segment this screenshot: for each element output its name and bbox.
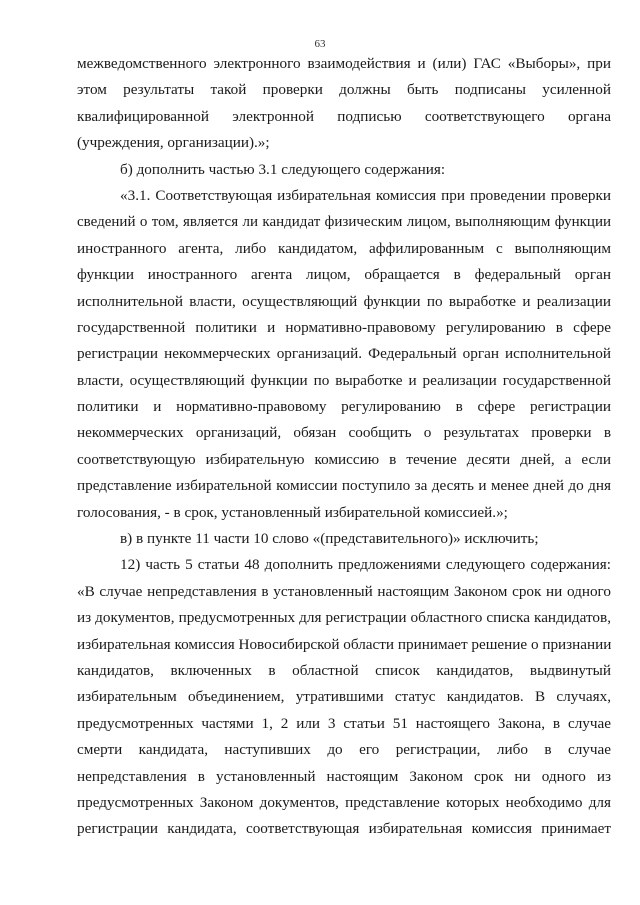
text-line: смерти кандидата, наступивших до его регистрации, либо в случае	[77, 741, 611, 759]
text-line: из документов, предусмотренных для регистрации областного списка кандидатов,	[77, 609, 611, 627]
text-line: б) дополнить частью 3.1 следующего содержания:	[120, 160, 446, 178]
text-line: предусмотренных Законом документов, представление которых необходимо для	[77, 793, 611, 811]
text-line: власти, осуществляющий функции по выработке и реализации государственной	[77, 371, 611, 389]
document-body	[77, 51, 611, 843]
text-line: кандидатов, включенных в областной список кандидатов, выдвинутый	[77, 661, 611, 679]
text-line: «3.1. Соответствующая избирательная комиссия при проведении проверки	[120, 186, 611, 204]
text-line: в) в пункте 11 части 10 слово «(представительного)» исключить;	[120, 530, 539, 548]
text-line: политики и нормативно-правовому регулированию в сфере регистрации	[77, 398, 611, 416]
text-line: квалифицированной электронной подписью соответствующего органа	[77, 107, 611, 125]
text-line: (учреждения, организации).»;	[77, 134, 270, 152]
text-line: соответствующую избирательную комиссию в течение десяти дней, а если	[77, 450, 611, 468]
text-line: иностранного агента, либо кандидатом, аффилированным с выполняющим	[77, 239, 611, 257]
text-line: голосования, - в срок, установленный избирательной комиссией.»;	[77, 503, 508, 521]
text-line: исполнительной власти, осуществляющий функции по выработке и реализации	[77, 292, 611, 310]
text-line: межведомственного электронного взаимодействия и (или) ГАС «Выборы», при	[77, 55, 611, 72]
text-line: избирательная комиссия Новосибирской области принимает решение о признании	[77, 635, 612, 653]
text-line: сведений о том, является ли кандидат физическим лицом, выполняющим функции	[77, 214, 611, 231]
text-line: предусмотренных частями 1, 2 или 3 статьи 51 настоящего Закона, в случае	[77, 714, 611, 732]
text-line: непредставления в установленный настоящим Законом срок ни одного из	[77, 767, 611, 785]
text-line: функции иностранного агента лицом, обращается в федеральный орган	[77, 266, 611, 284]
text-line: 12) часть 5 статьи 48 дополнить предложениями следующего содержания:	[120, 556, 611, 574]
text-line: государственной политики и нормативно-правовому регулированию в сфере	[77, 318, 611, 336]
text-line: избирательным объединением, утратившими статус кандидатов. В случаях,	[77, 688, 611, 706]
text-line: некоммерческих организаций, обязан сообщить о результатах проверки в	[77, 424, 611, 442]
text-line: регистрации некоммерческих организаций. Федеральный орган исполнительной	[77, 345, 611, 363]
text-line: регистрации кандидата, соответствующая избирательная комиссия принимает	[77, 820, 611, 838]
text-line: представление избирательной комиссии поступило за десять и менее дней до дня	[77, 477, 611, 495]
text-line: этом результаты такой проверки должны быть подписаны усиленной	[77, 81, 611, 99]
text-line: «В случае непредставления в установленный настоящим Законом срок ни одного	[77, 582, 611, 600]
page-number: 63	[314, 38, 326, 50]
